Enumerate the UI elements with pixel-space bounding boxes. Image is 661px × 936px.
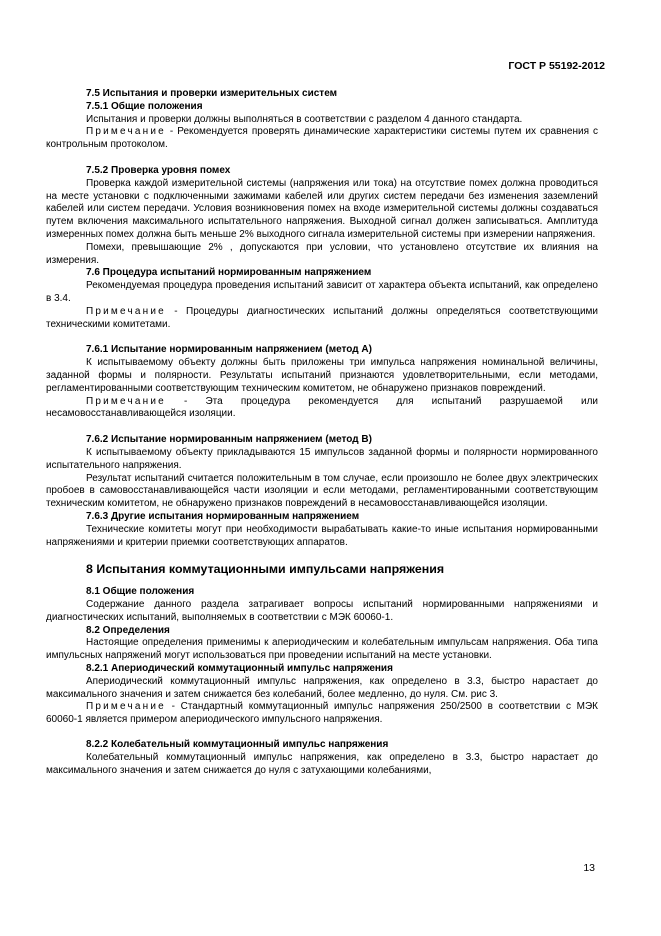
- section-8-2-heading: 8.2 Определения: [86, 624, 170, 636]
- section-8-2-text: Настоящие определения применимы к апериодическим и колебательным импульсам напряжения. Оба типа импульсных напряжений могут использоваться при проведении испытаний на месте установки.: [46, 637, 598, 662]
- note-label: Примечание: [86, 305, 166, 317]
- section-7-6-1-heading: 7.6.1 Испытание нормированным напряжением (метод А): [86, 344, 372, 356]
- section-7-5-1-note: [46, 126, 598, 152]
- section-7-5-2-text-1: Проверка каждой измерительной системы (напряжения или тока) на отсутствие помех должна проводиться на месте установки с подключенными зажимами кабелей или других систем передачи без изменения заземлений кабелей или систем передачи. Условия возникновения помех на входе измерительной системы должны создаваться путем включения максимального испытательного напряжения. Выходной сигнал должен записываться. Амплитуда измеренных помех должна быть меньше 2% выходного сигнала измерительной системы при измерении напряжения.: [46, 177, 598, 240]
- page-content: [46, 88, 598, 777]
- section-7-5-1-heading: 7.5.1 Общие положения: [86, 100, 203, 112]
- section-7-6-2-text-1: К испытываемому объекту прикладываются 15 импульсов заданной формы и полярности нормированного испытательного напряжения.: [46, 446, 598, 471]
- section-7-6-1-note: [46, 396, 598, 422]
- section-7-5-2-text-2: Помехи, превышающие 2% , допускаются при условии, что установлено отсутствие их влияния на измерения.: [46, 241, 598, 266]
- section-7-6-heading: 7.6 Процедура испытаний нормированным напряжением: [86, 267, 372, 279]
- section-7-6-note: [46, 306, 598, 332]
- note-label: Примечание: [86, 126, 166, 138]
- document-code: ГОСТ Р 55192-2012: [508, 60, 605, 72]
- section-8-heading: 8 Испытания коммутационными импульсами напряжения: [86, 562, 445, 577]
- section-7-6-text: Рекомендуемая процедура проведения испытаний зависит от характера объекта испытаний, как определено в 3.4.: [46, 280, 598, 304]
- section-8-1-text: Содержание данного раздела затрагивает вопросы испытаний нормированными напряжениями и диагностических испытаний, выполняемых в соответствии с МЭК 60060-1.: [46, 599, 598, 623]
- section-7-6-3-heading: 7.6.3 Другие испытания нормированным напряжением: [86, 510, 360, 522]
- section-8-1-heading: 8.1 Общие положения: [86, 586, 195, 598]
- section-7-6-1-text: К испытываемому объекту должны быть приложены три импульса напряжения номинальной величины, заданной формы и полярности. Результаты испытаний признаются удовлетворительными, если методами, регламентированными соответствующим техническим комитетом, не обнаружено признаков повреждений.: [46, 357, 598, 394]
- page-number: 13: [583, 862, 595, 874]
- section-7-5-1-text: Испытания и проверки должны выполняться в соответствии с разделом 4 данного стандарта.: [86, 113, 523, 125]
- section-8-2-1-text: Апериодический коммутационный импульс напряжения, как определено в 3.3, быстро нарастает до максимального значения и затем снижается без колебаний, более медленно, до нуля. См. рис 3.: [46, 675, 598, 700]
- note-text: - Рекомендуется проверять динамические характеристики системы путем их сравнения с контрольным протоколом.: [46, 126, 598, 151]
- section-7-5-2-heading: 7.5.2 Проверка уровня помех: [86, 164, 231, 176]
- section-8-2-2-heading: 8.2.2 Колебательный коммутационный импульс напряжения: [86, 739, 389, 751]
- note-label: Примечание: [86, 395, 166, 407]
- section-7-6-2-text-2: Результат испытаний считается положительным в том случае, если произошло не более двух электрических пробоев в самовосстанавливающейся части изоляции и если методами, регламентированными соответствующим техническим комитетом, не обнаружено признаков повреждений в несамовосстанавливающейся изоляции.: [46, 472, 598, 510]
- note-text: - Эта процедура рекомендуется для испытаний разрушаемой или несамовосстанавливающейся изоляции.: [46, 395, 598, 420]
- section-7-5-heading: 7.5 Испытания и проверки измерительных систем: [86, 88, 338, 99]
- note-text: - Процедуры диагностических испытаний должны определяться соответствующими техническими комитетами.: [46, 305, 598, 330]
- section-7-6-3-text: Технические комитеты могут при необходимости вырабатывать какие-то иные испытания нормированными напряжениями и критерии приемки соответствующих аппаратов.: [46, 523, 598, 548]
- section-8-2-2-text: Колебательный коммутационный импульс напряжения, как определено в 3.3, быстро нарастает до максимального значения и затем снижается до нуля с затухающими колебаниями,: [46, 751, 598, 776]
- section-7-6-2-heading: 7.6.2 Испытание нормированным напряжением (метод В): [86, 434, 372, 446]
- section-8-2-1-note: [46, 701, 598, 727]
- note-text: - Стандартный коммутационный импульс напряжения 250/2500 в соответствии с МЭК 60060-1 является примером апериодического импульсного напряжения.: [46, 701, 598, 726]
- note-label: Примечание: [86, 701, 166, 713]
- section-8-2-1-heading: 8.2.1 Апериодический коммутационный импульс напряжения: [86, 663, 393, 675]
